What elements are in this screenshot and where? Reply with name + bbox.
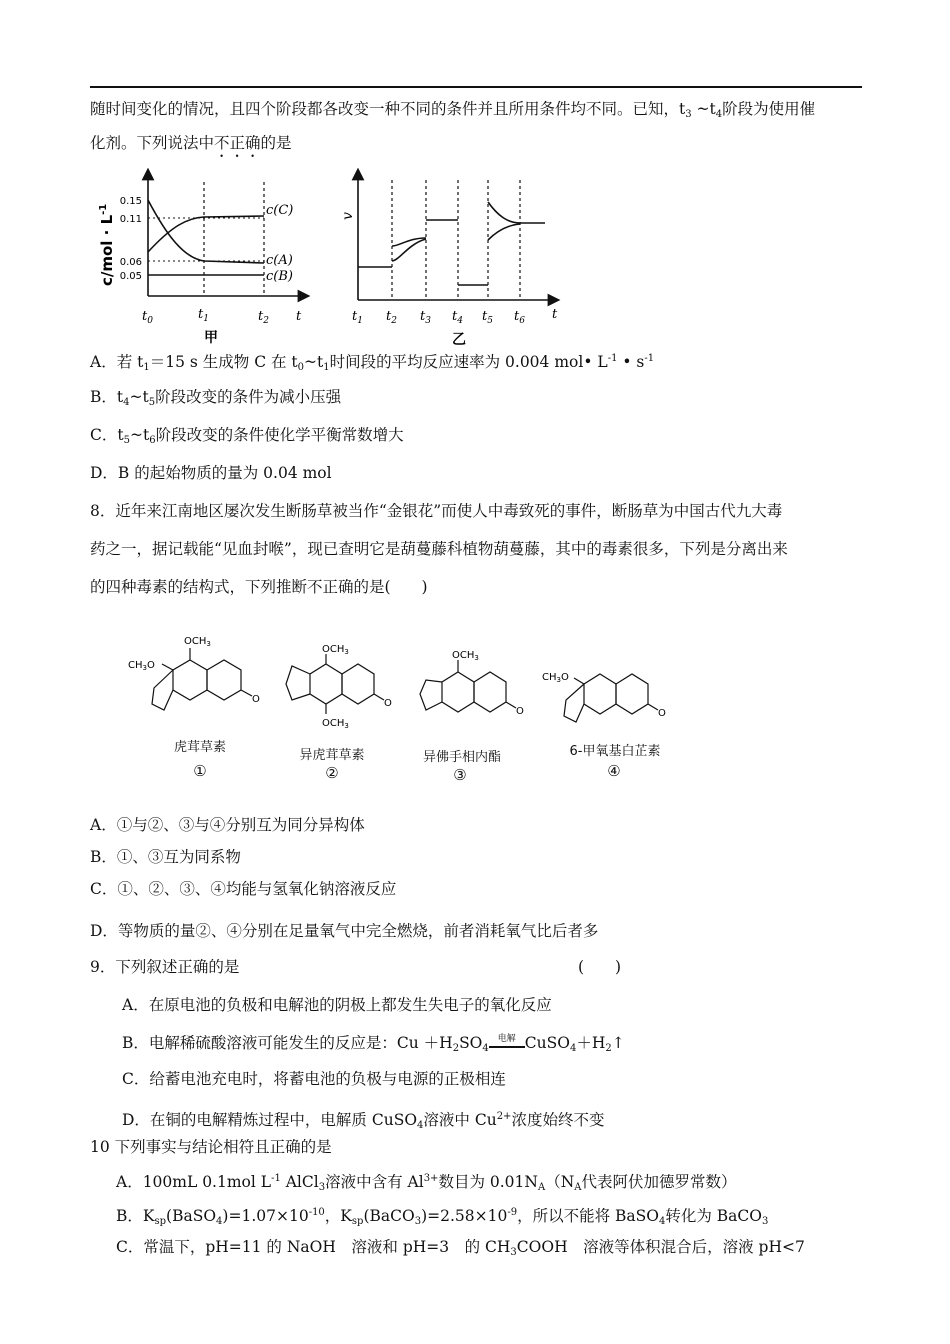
molecule-3-name: 异佛手相内酯 [422,750,501,765]
q9-stem: 9．下列叙述正确的是 [90,958,240,976]
xtick-t1: $t_1$ [352,309,363,326]
svg-text:OCH3: $OCH_3$ [322,718,349,730]
svg-text:O: O [516,706,524,717]
curve-label-c-A: c(A) [266,253,293,268]
curve-c-C [148,216,264,252]
q10-option-a: A．100mL 0.1mol $L^{-1}$ AlCl$_3$溶液中含有 $Al^{3+}$数目为 $0.01N_A(N_A$代表阿伏加德罗常数） [116,1173,737,1193]
xtick-t2: $t_2$ [258,309,269,326]
molecule-3-number: ③ [453,766,467,784]
q9-answer-paren: ( ) [578,958,622,976]
svg-text:CH3O: $CH_3O$ [542,672,569,684]
q8-stem-line-2: 药之一，据记载能“见血封喉”，现已查明它是葫蔓藤科植物葫蔓藤，其中的毒素很多，下列是分离出来 [90,540,788,558]
svg-text:OCH3: $OCH_3$ [184,636,211,648]
intro-line-2: 化剂。下列说法中不正确的是 [90,134,292,152]
svg-text:O: O [252,694,260,705]
chart-rate-time [340,168,570,346]
xtick-t4: $t_4$ [452,309,463,326]
molecule-1-structure [124,630,264,730]
svg-text:CH3O: $CH_3O$ [128,660,155,672]
q8-stem-line-3: 的四种毒素的结构式，下列推断不正确的是( ) [90,578,428,596]
q9-option-c: C．给蓄电池充电时，将蓄电池的负极与电源的正极相连 [122,1070,506,1088]
molecule-4-structure [540,660,680,740]
q8-stem-line-1: 8．近年来江南地区屡次发生断肠草被当作“金银花”而使人中毒致死的事件，断肠草为中国古代九大毒 [90,502,783,520]
rate-seg-t5-upper [488,202,545,223]
rate-seg-t2-t3-lower [392,239,426,261]
molecule-4-number: ④ [607,762,621,780]
svg-text:OCH3: $OCH_3$ [452,650,479,662]
svg-text:O: O [658,708,666,719]
chart-caption-yi: 乙 [452,332,466,346]
q8-option-b: B．①、③互为同系物 [90,848,241,866]
molecule-2-structure [278,640,398,740]
xtick-t3: $t_3$ [420,309,431,326]
ytick-0.05: 0.05 [119,271,142,282]
y-axis-label: v [340,212,356,220]
xtick-t6: $t_6$ [514,309,525,326]
rate-seg-t5-lower [488,224,520,240]
q8-option-a: A．①与②、③与④分别互为同分异构体 [90,816,365,834]
q8-option-d: D．等物质的量②、④分别在足量氧气中完全燃烧，前者消耗氧气比后者多 [90,922,599,940]
q8-option-c: C．①、②、③、④均能与氢氧化钠溶液反应 [90,880,397,898]
header-rule [90,86,862,88]
xtick-t0: $t_0$ [142,309,153,326]
xtick-t1: $t_1$ [198,307,209,324]
q7-option-a: A．若 $t_1=15$ s 生成物 C 在 $t_0\sim t_1$时间段的平均反应速率为 0.004 mol• $L^{-1}$ • $s^{-1}$ [90,353,655,373]
electrolysis-arrow: 电解 [489,1036,525,1048]
emphasis-not-correct: 不正确 [214,134,261,152]
q7-option-c: C．$t_5\sim t_6$阶段改变的条件使化学平衡常数增大 [90,426,404,446]
curve-c-A [148,200,264,263]
chart-caption-jia: 甲 [204,330,218,346]
q9-option-b: B．电解稀硫酸溶液可能发生的反应是：$Cu +H_2SO_4$ 电解 $CuSO_4+H_2↑$ [122,1034,625,1054]
chart-concentration-time [92,168,322,346]
svg-text:O: O [384,698,392,709]
ytick-0.06: 0.06 [119,257,142,268]
intro-line-1: 随时间变化的情况，且四个阶段都各改变一种不同的条件并且所用条件均不同。已知，$t_3$ $\sim t_4$阶段为使用催 [90,100,816,120]
ytick-0.11: 0.11 [119,214,142,225]
molecule-1-name: 虎茸草素 [173,740,226,755]
svg-text:OCH3: $OCH_3$ [322,644,349,656]
x-axis-label: t [296,309,302,324]
molecule-4-name: 6-甲氧基白芷素 [569,744,661,759]
xtick-t5: $t_5$ [482,309,493,326]
rate-seg-t2-t3-upper [392,238,426,246]
q10-option-b: B．$K_{sp}(BaSO_4)=1.07\times 10^{-10}$，$K_{sp}(BaCO_3)=2.58\times 10^{-9}$，所以不能将 BaSO$_4$转化为 BaCO$_3$ [116,1207,769,1227]
q9-option-d: D．在铜的电解精炼过程中，电解质 CuSO$_4$溶液中 $Cu^{2+}$浓度始终不变 [122,1111,605,1131]
y-axis-label: $c/mol \cdot L^{-1}$ [98,203,116,286]
q9-option-a: A．在原电池的负极和电解池的阴极上都发生失电子的氧化反应 [122,996,552,1014]
molecule-1-number: ① [193,762,207,780]
q10-stem: 10 下列事实与结论相符且正确的是 [90,1138,332,1156]
molecule-2-name: 异虎茸草素 [299,748,365,763]
molecule-3-structure [412,640,532,740]
xtick-t2: $t_2$ [386,309,397,326]
q10-option-c: C．常温下，pH=11 的 NaOH 溶液和 pH=3 的 $CH_3COOH$ 溶液等体积混合后，溶液 pH<7 [116,1238,805,1258]
q7-option-b: B．$t_4\sim t_5$阶段改变的条件为减小压强 [90,388,342,408]
ytick-0.15: 0.15 [119,196,142,207]
q7-option-d: D．B 的起始物质的量为 0.04 mol [90,464,332,482]
x-axis-label: t [552,307,558,322]
curve-label-c-B: c(B) [266,269,293,284]
molecule-2-number: ② [325,764,339,782]
curve-label-c-C: c(C) [266,203,294,218]
